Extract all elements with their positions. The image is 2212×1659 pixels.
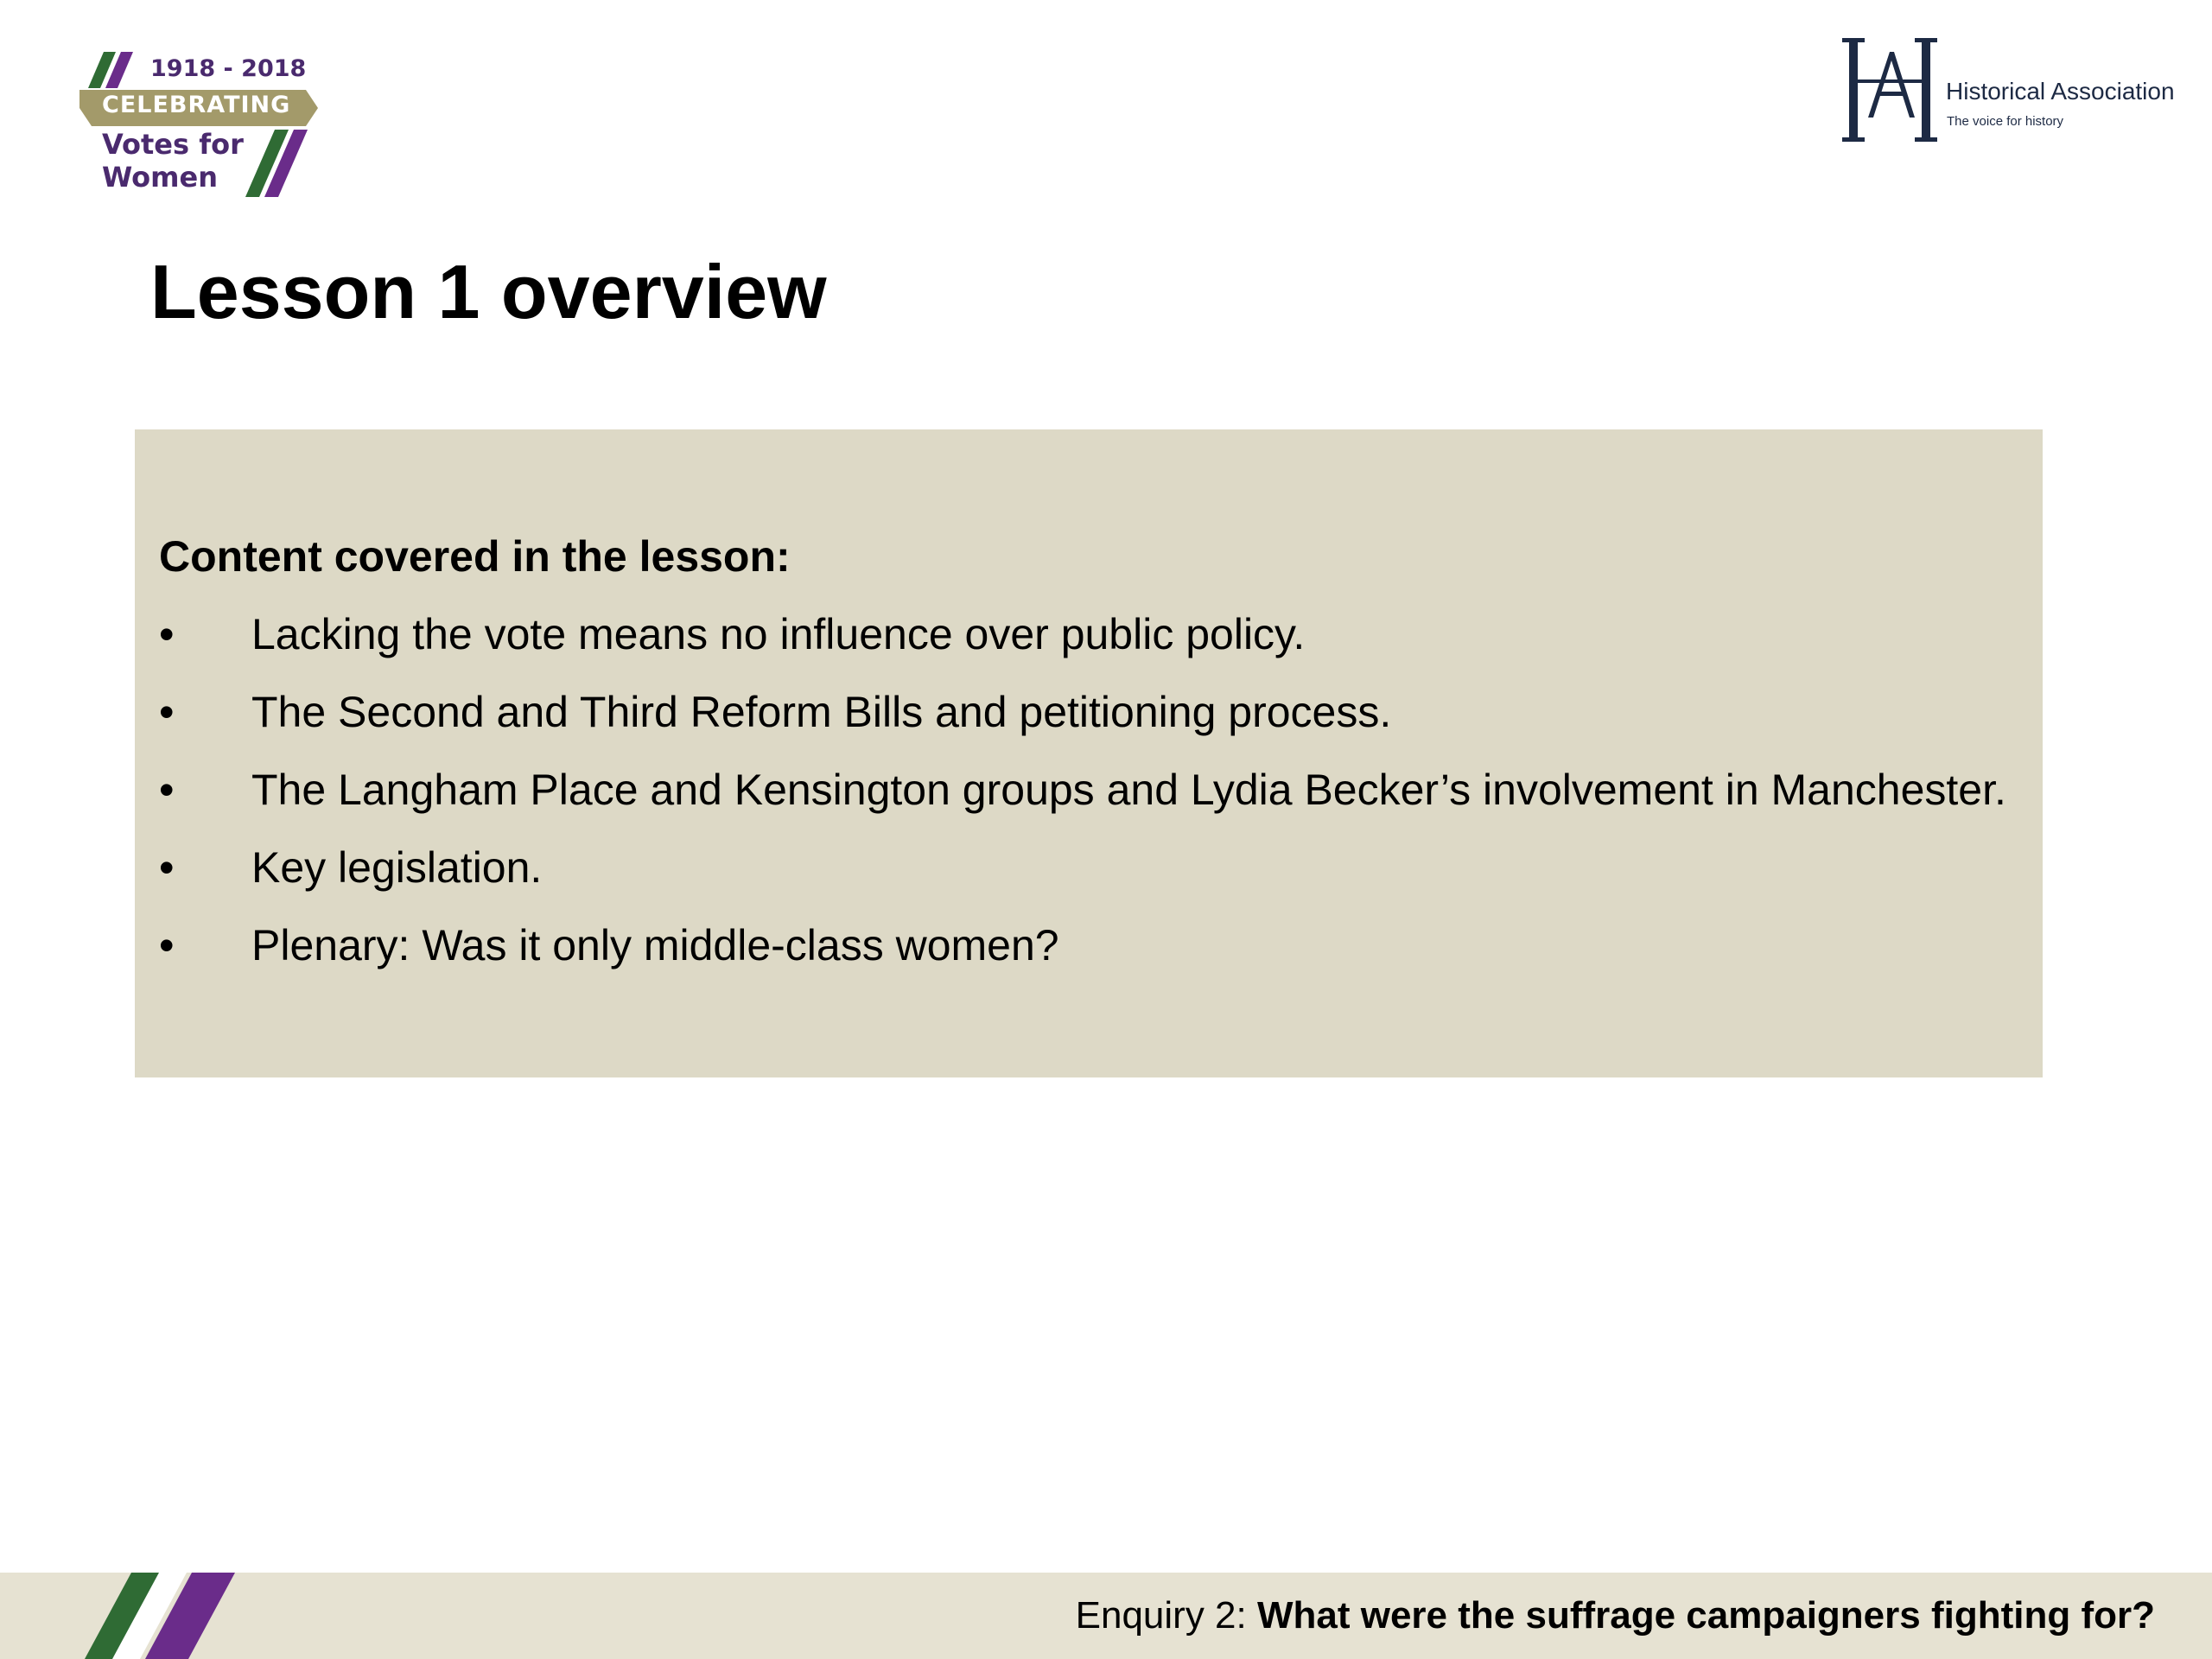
content-heading: Content covered in the lesson:: [159, 532, 791, 581]
historical-association-logo: [1842, 35, 2188, 156]
ha-monogram-icon: [1842, 35, 1942, 145]
list-item-text: Lacking the vote means no influence over public policy.: [251, 610, 1306, 658]
footer-text: [1076, 1592, 2155, 1640]
votes-for-women-logo: [76, 45, 318, 200]
list-item-text: Plenary: Was it only middle-class women?: [251, 921, 1059, 969]
logo-years: 1918 - 2018: [150, 55, 307, 82]
ha-name: Historical Association: [1946, 78, 2175, 105]
footer-question: What were the suffrage campaigners fighting for?: [1256, 1594, 2155, 1637]
logo-banner-text: CELEBRATING: [102, 92, 291, 118]
bullet: •: [159, 688, 175, 736]
page-title: Lesson 1 overview: [150, 249, 827, 334]
list-item-text: The Second and Third Reform Bills and petitioning process.: [251, 688, 1392, 736]
bullet: •: [159, 610, 175, 658]
footer-label: Enquiry 2:: [1075, 1594, 1247, 1637]
logo-line2: Women: [102, 161, 218, 194]
list-item-text: Key legislation.: [251, 843, 543, 892]
bullet: •: [159, 843, 175, 892]
footer-bar: [0, 1573, 2212, 1659]
footer-stripes-icon: [78, 1573, 251, 1659]
bullet: •: [159, 766, 175, 814]
ha-tagline: The voice for history: [1947, 114, 2064, 129]
bullet: •: [159, 921, 175, 969]
logo-line1: Votes for: [102, 128, 244, 161]
list-item-text: The Langham Place and Kensington groups and Lydia Becker’s involvement in Manchester.: [251, 766, 2006, 814]
content-panel: [135, 429, 2043, 1077]
